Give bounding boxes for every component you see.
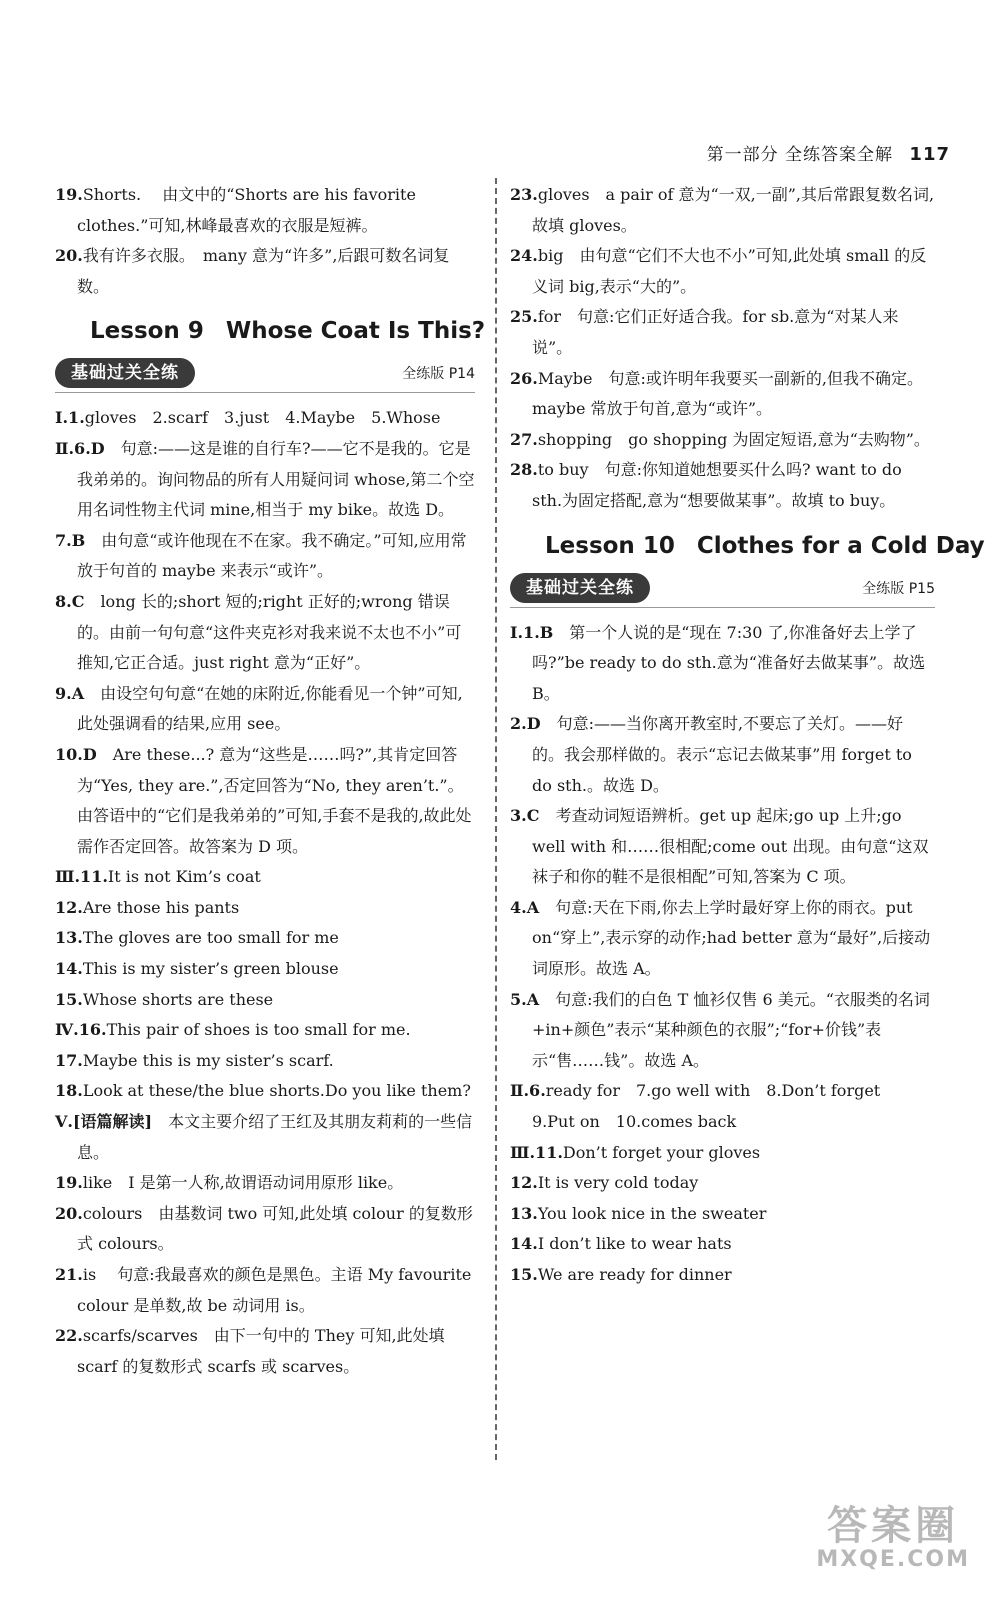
answer-entry bbox=[510, 425, 935, 456]
answer-text: 由设空句句意“在她的床附近,你能看见一个钟”可知,此处强调看的结果,应用 see。 bbox=[77, 683, 463, 734]
answer-text: I don’t like to wear hats bbox=[537, 1234, 732, 1254]
answer-text: 由句意“或许他现在不在家。我不确定。”可知,应用常放于句首的 maybe 来表示“或许”。 bbox=[77, 530, 467, 581]
answer-text: Maybe 句意:或许明年我要买一副新的,但我不确定。maybe 常放于句首,意为“或许”。 bbox=[532, 368, 923, 419]
answer-entry bbox=[510, 302, 935, 363]
answer-entry bbox=[55, 740, 475, 862]
answer-number: 15. bbox=[55, 989, 83, 1009]
answer-number: 9.A bbox=[55, 683, 85, 703]
answer-text: to buy 句意:你知道她想要买什么吗? want to do sth.为固定搭配,意为“想要做某事”。故填 to buy。 bbox=[532, 460, 902, 510]
answer-entry bbox=[55, 526, 475, 587]
answer-entry bbox=[55, 180, 475, 241]
answer-entry bbox=[510, 1138, 935, 1169]
answer-number: Ⅲ.11. bbox=[55, 867, 108, 887]
answer-entry bbox=[510, 709, 935, 801]
answer-text: scarfs/scarves 由下一句中的 They 可知,此处填 scarf 的复数形式 scarfs 或 scarves。 bbox=[77, 1326, 445, 1376]
answer-entry bbox=[55, 403, 475, 434]
lesson-9-answers bbox=[55, 403, 475, 1382]
answer-entry bbox=[55, 923, 475, 954]
answer-text: shopping go shopping 为固定短语,意为“去购物”。 bbox=[537, 429, 930, 449]
lesson-9-title bbox=[90, 316, 486, 346]
right-column bbox=[510, 180, 985, 1291]
answer-text: 句意:天在下雨,你去上学时最好穿上你的雨衣。put on“穿上”,表示穿的动作;had better 意为“最好”,后接动词原形。故选 A。 bbox=[532, 897, 931, 979]
answer-number: 20. bbox=[55, 1203, 83, 1223]
answer-text: Maybe this is my sister’s scarf. bbox=[82, 1050, 334, 1070]
answer-number: 19. bbox=[55, 1173, 83, 1193]
answer-entry bbox=[55, 954, 475, 985]
answer-text: 第一个人说的是“现在 7:30 了,你准备好去上学了吗?”be ready to do sth.意为“准备好去做某事”。故选 B。 bbox=[532, 622, 926, 703]
answer-number: 17. bbox=[55, 1050, 83, 1070]
answer-number: 20. bbox=[55, 246, 83, 266]
answer-text: 考查动词短语辨析。get up 起床;go up 上升;go well with 和……很相配;come out 出现。由句意“这双袜子和你的鞋不是很相配”可知,答案为 C 项。 bbox=[532, 806, 929, 887]
lesson-9-section-bar bbox=[55, 358, 475, 393]
answer-text: Are these...? 意为“这些是……吗?”,其肯定回答为“Yes, they are.”,否定回答为“No, they aren’t.”。由答语中的“它们是我弟弟的”可知,手套不是我的,故此处需作否定回答。故答案为 D 项。 bbox=[77, 744, 472, 856]
answer-number: 21. bbox=[55, 1265, 83, 1284]
answer-entry bbox=[55, 1321, 475, 1382]
answer-entry bbox=[55, 1199, 475, 1260]
answer-text: 我有许多衣服。 many 意为“许多”,后跟可数名词复数。 bbox=[77, 246, 450, 296]
lesson-10-section-ref: 全练版 P15 bbox=[862, 580, 935, 597]
answer-entry bbox=[55, 679, 475, 740]
answer-number: 8.C bbox=[55, 591, 85, 611]
answer-entry bbox=[510, 455, 935, 516]
answer-text: for 句意:它们正好适合我。for sb.意为“对某人来说”。 bbox=[532, 307, 899, 357]
answer-number: 14. bbox=[510, 1234, 538, 1254]
answer-number: Ⅱ.6. bbox=[510, 1081, 546, 1101]
answer-number: Ⅰ.1. bbox=[55, 408, 85, 428]
answer-text: Look at these/the blue shorts.Do you like them? bbox=[82, 1081, 471, 1101]
answer-number: Ⅰ.1.B bbox=[510, 622, 554, 642]
answer-entry bbox=[55, 1046, 475, 1077]
site-watermark bbox=[816, 1504, 970, 1572]
answer-text: Whose shorts are these bbox=[82, 989, 274, 1009]
answer-entry bbox=[55, 434, 475, 526]
answer-number: 28. bbox=[510, 460, 538, 480]
answer-entry bbox=[55, 862, 475, 893]
answer-entry bbox=[55, 893, 475, 924]
answer-text: It is not Kim’s coat bbox=[107, 867, 261, 887]
right-top-entries bbox=[510, 180, 935, 517]
answer-text: The gloves are too small for me bbox=[82, 928, 339, 948]
answer-entry bbox=[510, 1260, 935, 1291]
answer-number: 24. bbox=[510, 246, 538, 266]
answer-text: Shorts. 由文中的“Shorts are his favorite clothes.”可知,林峰最喜欢的衣服是短裤。 bbox=[77, 185, 416, 235]
watermark-url: MXQE.COM bbox=[816, 1546, 970, 1572]
page-header bbox=[707, 140, 950, 171]
lesson-10-section-label: 基础过关全练 bbox=[510, 573, 650, 603]
answer-entry bbox=[55, 587, 475, 679]
answer-entry bbox=[55, 1076, 475, 1107]
watermark-logo-text: 答案圈 bbox=[827, 1502, 960, 1549]
lesson-10-section-bar bbox=[510, 573, 935, 608]
answer-text: long 长的;short 短的;right 正好的;wrong 错误的。由前一句句意“这件夹克衫对我来说不太也不小”可推知,它正合适。just right 意为“正好”。 bbox=[77, 591, 462, 673]
answer-number: 25. bbox=[510, 307, 538, 327]
lesson-10-number: Lesson 10 bbox=[545, 532, 675, 559]
answer-number: Ⅴ.[语篇解读] bbox=[55, 1112, 153, 1132]
answer-entry bbox=[510, 1229, 935, 1260]
answer-text: colours 由基数词 two 可知,此处填 colour 的复数形式 colours。 bbox=[77, 1203, 473, 1254]
lesson-9-section-ref: 全练版 P14 bbox=[402, 366, 475, 383]
answer-text: 本文主要介绍了王红及其朋友莉莉的一些信息。 bbox=[77, 1112, 473, 1162]
lesson-10-name: Clothes for a Cold Day bbox=[696, 532, 985, 559]
answer-number: Ⅲ.11. bbox=[510, 1142, 563, 1162]
answer-entry bbox=[510, 801, 935, 893]
answer-number: 5.A bbox=[510, 989, 540, 1009]
answer-number: 14. bbox=[55, 959, 83, 979]
answer-text: You look nice in the sweater bbox=[537, 1203, 767, 1223]
answer-number: 23. bbox=[510, 185, 538, 204]
answer-entry bbox=[510, 1199, 935, 1230]
answer-entry bbox=[510, 618, 935, 710]
answer-text: 句意:我们的白色 T 恤衫仅售 6 美元。“衣服类的名词+in+颜色”表示“某种颜色的衣服”;“for+价钱”表示“售……钱”。故选 A。 bbox=[532, 989, 930, 1070]
header-section: 第一部分 bbox=[706, 145, 779, 165]
answer-text: ready for 7.go well with 8.Don’t forget 9.Put on 10.comes back bbox=[532, 1081, 897, 1132]
answer-number: 18. bbox=[55, 1081, 83, 1101]
answer-text: This pair of shoes is too small for me. bbox=[106, 1020, 411, 1040]
answer-text: It is very cold today bbox=[537, 1173, 699, 1193]
header-title: 全练答案全解 bbox=[785, 145, 894, 165]
answer-text: 句意:——这是谁的自行车?——它不是我的。它是我弟弟的。询问物品的所有人用疑问词 whose,第二个空用名词性物主代词 mine,相当于 my bike。故选 D。 bbox=[77, 438, 475, 520]
answer-number: Ⅱ.6.D bbox=[55, 438, 105, 458]
answer-number: 15. bbox=[510, 1265, 538, 1284]
answer-number: 2.D bbox=[510, 714, 541, 734]
answer-entry bbox=[510, 241, 935, 302]
answer-text: Don’t forget your gloves bbox=[562, 1142, 761, 1162]
answer-text: We are ready for dinner bbox=[537, 1265, 732, 1284]
answer-entry bbox=[55, 1107, 475, 1168]
answer-number: 27. bbox=[510, 429, 538, 449]
page-number: 117 bbox=[909, 144, 950, 165]
answer-number: 4.A bbox=[510, 897, 540, 917]
answer-number: 22. bbox=[55, 1326, 83, 1346]
left-column bbox=[55, 180, 486, 1382]
answer-number: 10.D bbox=[55, 744, 97, 764]
answer-number: 26. bbox=[510, 368, 538, 388]
answer-number: 13. bbox=[55, 928, 83, 948]
answer-number: 12. bbox=[510, 1173, 538, 1193]
answer-entry bbox=[510, 985, 935, 1077]
answer-text: big 由句意“它们不大也不小”可知,此处填 small 的反义词 big,表示“大的”。 bbox=[532, 246, 927, 296]
answer-number: 13. bbox=[510, 1203, 538, 1223]
left-top-entries bbox=[55, 180, 475, 302]
answer-entry bbox=[510, 1168, 935, 1199]
lesson-10-answers bbox=[510, 618, 935, 1291]
column-divider bbox=[495, 178, 497, 1460]
answer-number: Ⅳ.16. bbox=[55, 1020, 107, 1040]
lesson-9-name: Whose Coat Is This? bbox=[225, 318, 486, 345]
answer-entry bbox=[510, 1076, 935, 1137]
answer-text: This is my sister’s green blouse bbox=[82, 959, 339, 979]
answer-entry bbox=[510, 364, 935, 425]
answer-entry bbox=[55, 1168, 475, 1199]
answer-text: Are those his pants bbox=[82, 897, 240, 917]
answer-text: is 句意:我最喜欢的颜色是黑色。主语 My favourite colour 是单数,故 be 动词用 is。 bbox=[77, 1265, 472, 1315]
answer-text: gloves 2.scarf 3.just 4.Maybe 5.Whose bbox=[84, 408, 441, 428]
answer-number: 19. bbox=[55, 185, 83, 204]
lesson-9-section-label: 基础过关全练 bbox=[55, 358, 195, 388]
answer-number: 3.C bbox=[510, 806, 540, 826]
answer-entry bbox=[510, 893, 935, 985]
answer-number: 12. bbox=[55, 897, 83, 917]
answer-number: 7.B bbox=[55, 530, 86, 550]
answer-entry bbox=[55, 1260, 475, 1321]
lesson-10-title bbox=[545, 531, 985, 561]
answer-text: like I 是第一人称,故谓语动词用原形 like。 bbox=[82, 1173, 404, 1193]
answer-text: 句意:——当你离开教室时,不要忘了关灯。——好的。我会那样做的。表示“忘记去做某事”用 forget to do sth.。故选 D。 bbox=[532, 714, 912, 795]
answer-entry bbox=[55, 985, 475, 1016]
lesson-9-number: Lesson 9 bbox=[90, 318, 204, 345]
answer-entry bbox=[55, 241, 475, 302]
answer-entry bbox=[510, 180, 935, 241]
answer-text: gloves a pair of 意为“一双,一副”,其后常跟复数名词,故填 gloves。 bbox=[532, 185, 935, 235]
answer-entry bbox=[55, 1015, 475, 1046]
